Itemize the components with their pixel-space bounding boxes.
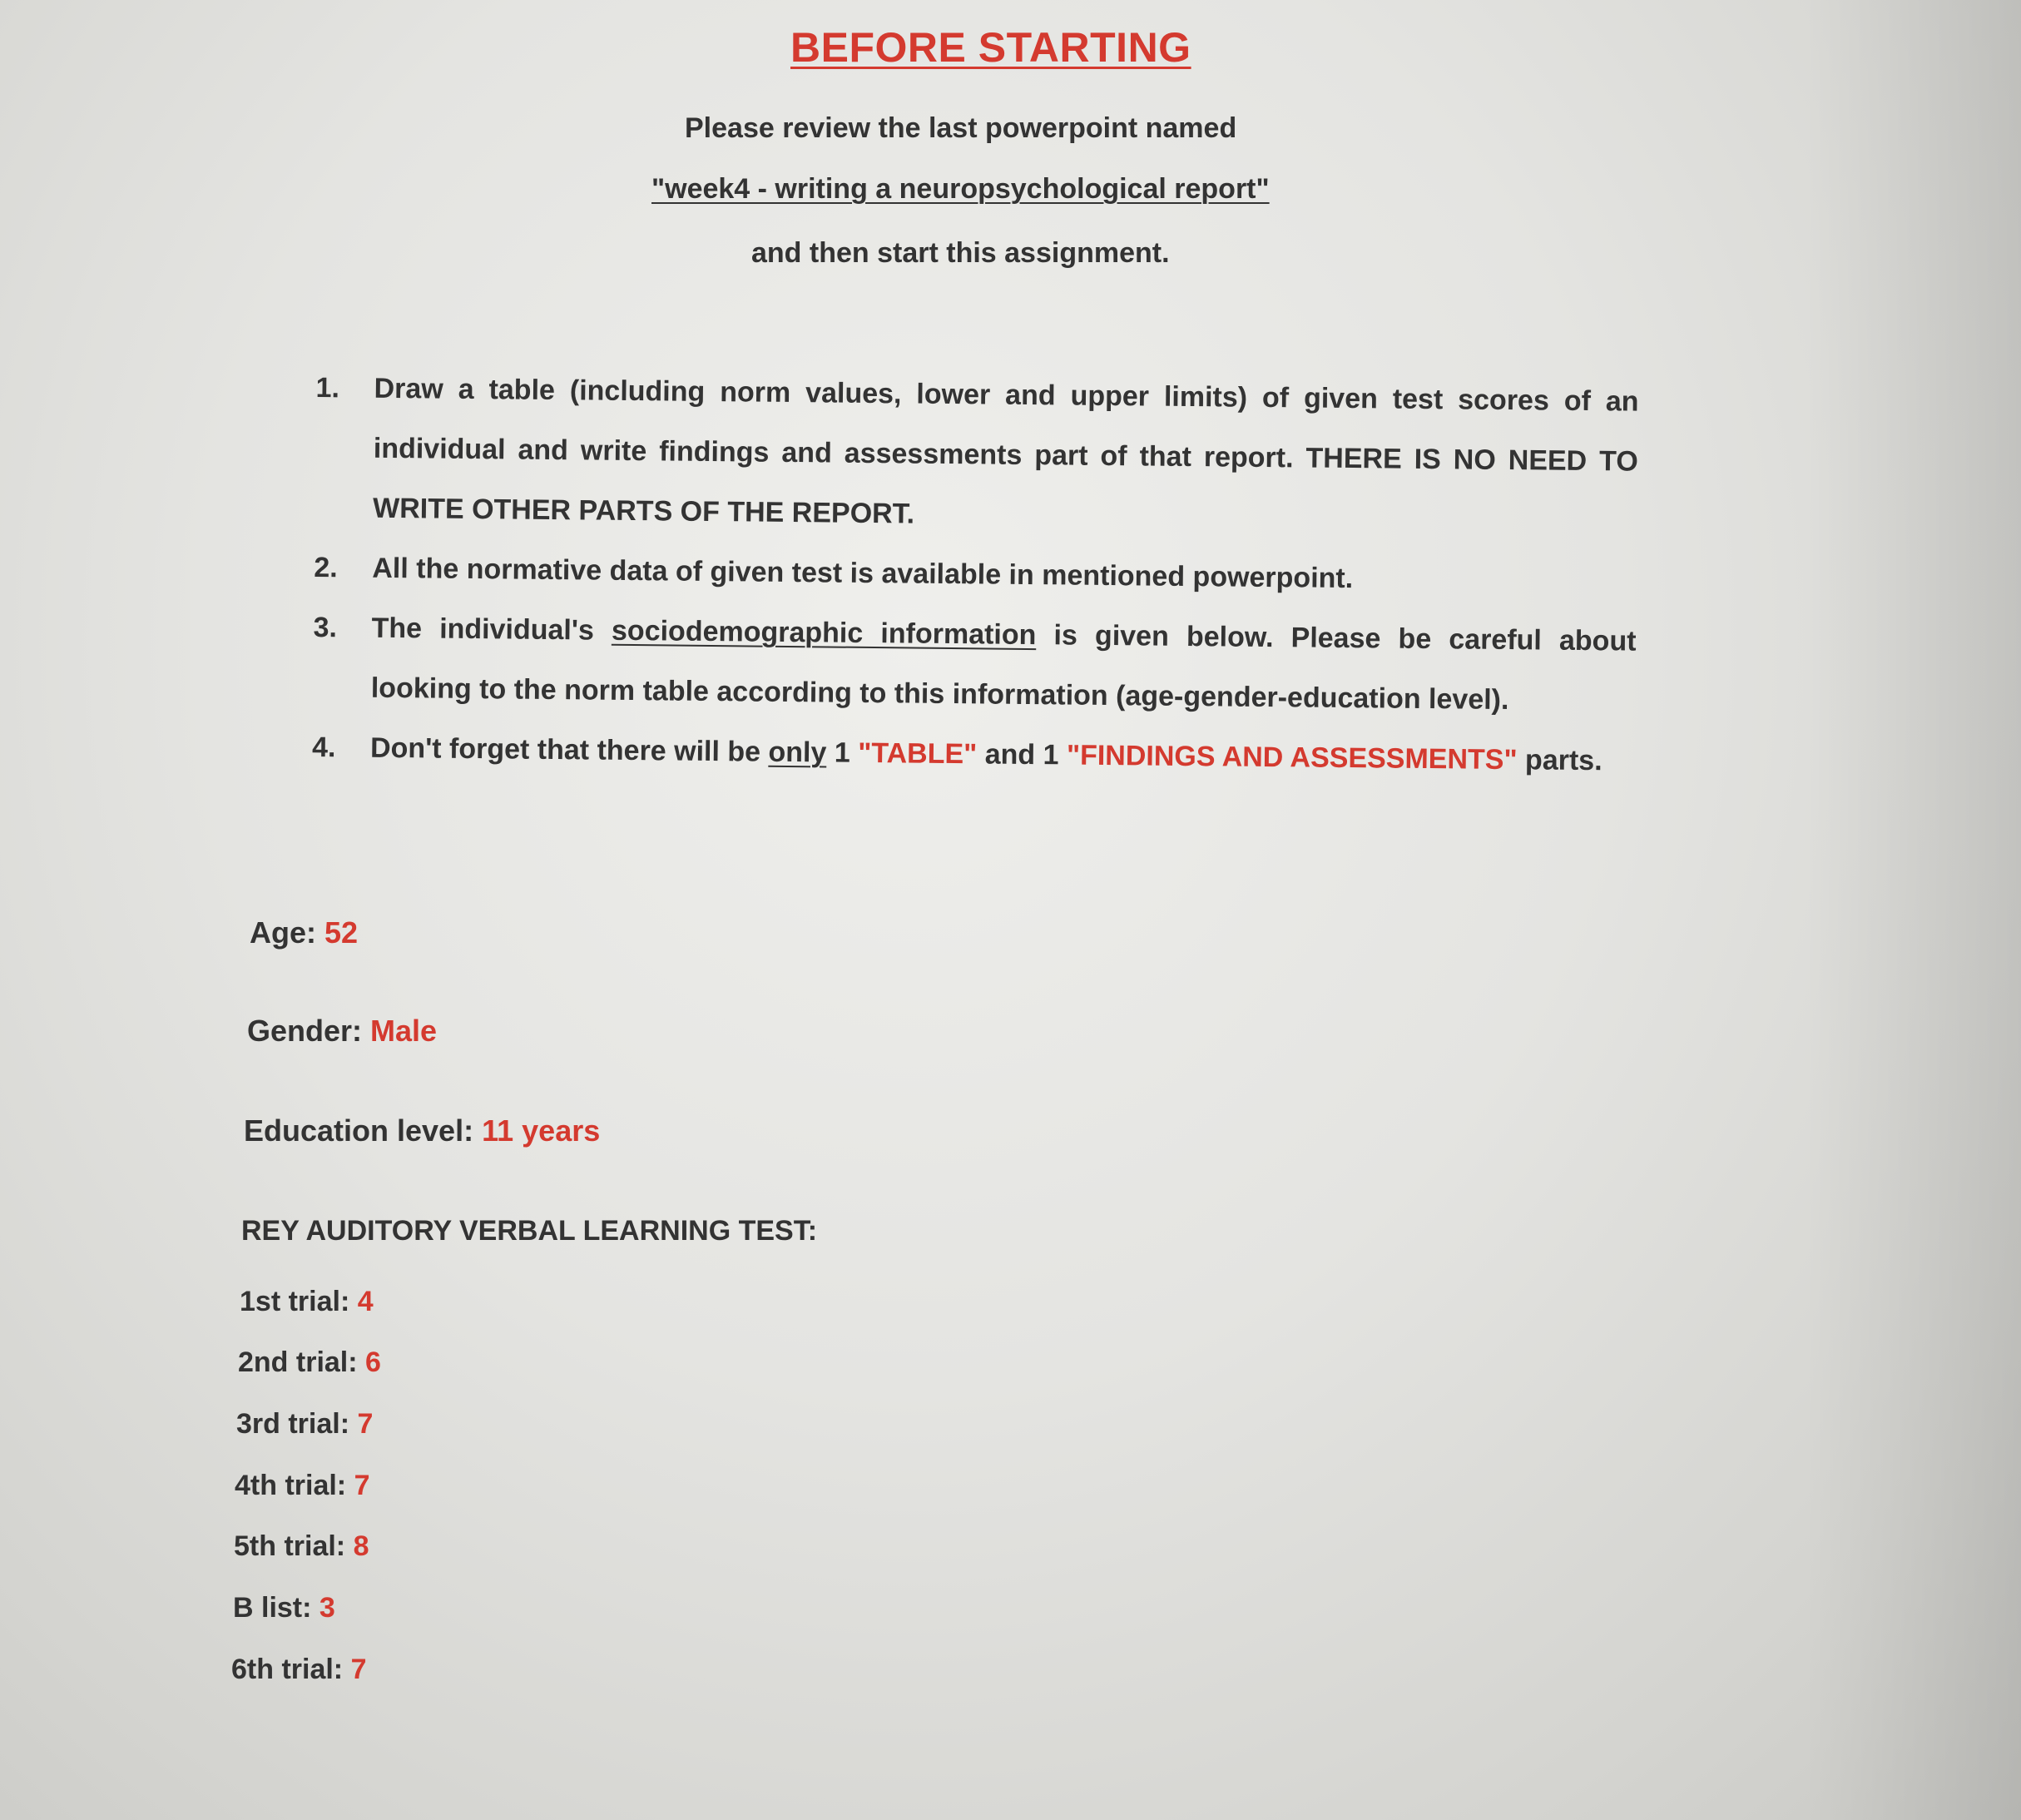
trial-label: 3rd trial: [236, 1408, 350, 1440]
gender-label: Gender: [247, 1014, 363, 1048]
instruction-number: 2. [314, 551, 338, 584]
trial-value: 7 [357, 1408, 374, 1440]
trial-row [231, 1654, 367, 1686]
trial-label: 2nd trial: [238, 1346, 358, 1378]
instruction-item-1 [315, 358, 1639, 552]
sociodemographic-link-text: sociodemographic information [611, 614, 1037, 652]
trial-value: 4 [357, 1286, 374, 1317]
instruction-text: All the normative data of given test is available in mentioned powerpoint. [372, 552, 1354, 595]
age-field [250, 915, 358, 950]
instruction-list [312, 358, 1639, 791]
trial-label: 1st trial: [240, 1286, 350, 1317]
trial-row [238, 1346, 381, 1379]
instruction-text-post: parts. [1517, 744, 1602, 777]
trial-value: 7 [350, 1654, 367, 1685]
intro-line-1: Please review the last powerpoint named [685, 112, 1237, 144]
trial-row [234, 1530, 369, 1563]
intro-line-3: and then start this assignment. [751, 237, 1170, 269]
instruction-text-mid: and 1 [977, 738, 1067, 771]
instruction-number: 3. [313, 611, 338, 644]
instruction-item-4 [312, 717, 1636, 791]
trial-value: 3 [319, 1592, 335, 1624]
instruction-number: 4. [311, 731, 336, 764]
page-title: BEFORE STARTING [790, 24, 1191, 71]
emphasis-findings: "FINDINGS AND ASSESSMENTS" [1066, 739, 1518, 776]
trial-row [233, 1592, 335, 1624]
age-label: Age: [250, 915, 316, 950]
intro-line-2: "week4 - writing a neuropsychological report" [651, 173, 1270, 205]
trial-value: 8 [353, 1530, 369, 1562]
instruction-text-mid: 1 [826, 736, 859, 769]
instruction-text-pre: The individual's [371, 612, 612, 647]
trial-label: 5th trial: [234, 1530, 346, 1562]
gender-field [247, 1014, 437, 1049]
trial-row [236, 1408, 373, 1441]
education-field [244, 1113, 600, 1148]
trial-value: 7 [354, 1470, 370, 1501]
trial-label: 6th trial: [231, 1654, 344, 1685]
instruction-item-3 [312, 598, 1636, 731]
instruction-text [370, 718, 1636, 791]
emphasis-table: "TABLE" [858, 736, 978, 771]
instruction-number: 1. [315, 371, 340, 404]
page-shadow [1805, 0, 2021, 1820]
instruction-text [370, 598, 1636, 731]
trial-row [235, 1470, 370, 1502]
age-value: 52 [324, 915, 359, 950]
instruction-text-post: is given below. Please be careful about looking to the norm table according to this information (age-gender-education level). [370, 619, 1637, 717]
instruction-text-pre: Don't forget that there will be [369, 731, 769, 768]
gender-value: Male [370, 1014, 438, 1048]
instruction-text: Draw a table (including norm values, lower and upper limits) of given test scores of an individual and write findings and assessments part of that report. THERE IS NO NEED TO WRITE OTHER PARTS OF THE REPORT. [372, 372, 1639, 530]
test-heading: REY AUDITORY VERBAL LEARNING TEST: [241, 1215, 818, 1247]
trial-row [240, 1286, 374, 1318]
trial-value: 6 [365, 1346, 381, 1378]
education-label: Education level: [244, 1113, 474, 1148]
emphasis-only: only [768, 736, 827, 769]
trial-label: B list: [233, 1592, 312, 1624]
trial-label: 4th trial: [235, 1470, 347, 1501]
education-value: 11 years [482, 1113, 601, 1148]
